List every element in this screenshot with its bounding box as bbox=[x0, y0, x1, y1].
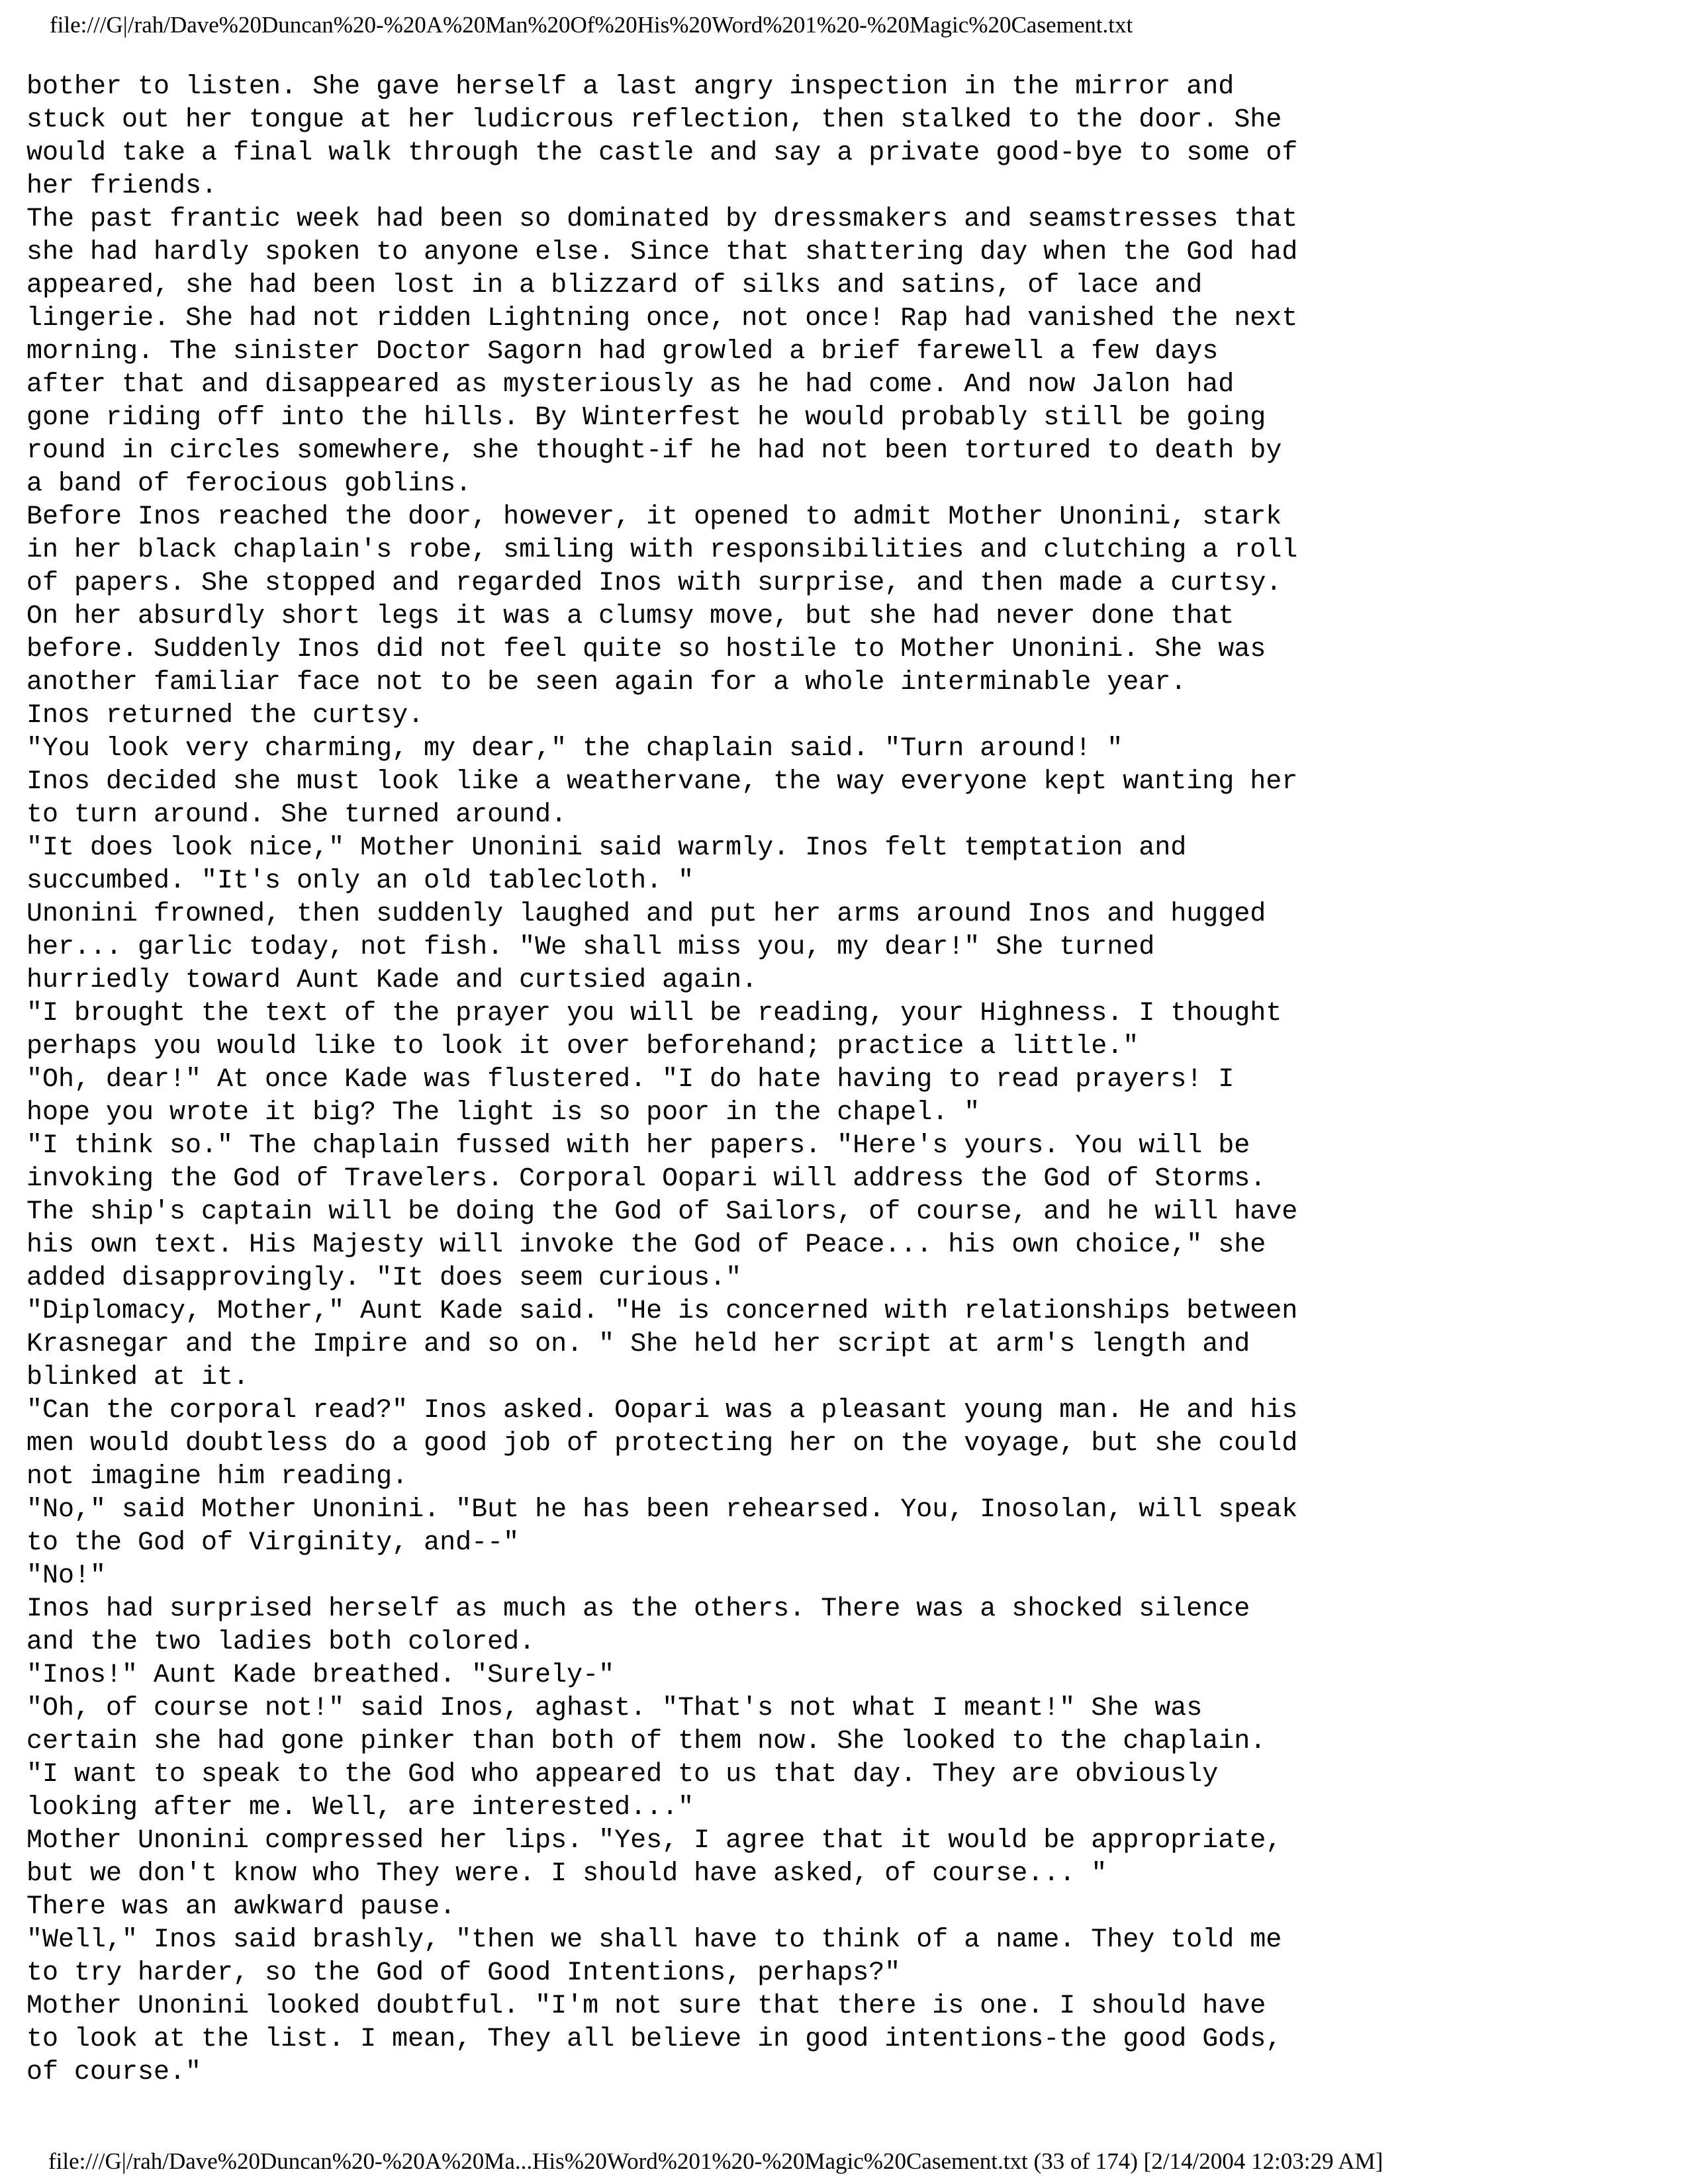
text-line: she had hardly spoken to anyone else. Since that shattering day when the God had bbox=[26, 238, 1298, 267]
text-line: after that and disappeared as mysteriously as he had come. And now Jalon had bbox=[26, 370, 1235, 400]
text-line: certain she had gone pinker than both of them now. She looked to the chaplain. bbox=[26, 1727, 1266, 1756]
text-line: not imagine him reading. bbox=[26, 1462, 408, 1492]
text-line: to look at the list. I mean, They all believe in good intentions-the good Gods, bbox=[26, 2025, 1282, 2054]
text-line: "Oh, of course not!" said Inos, aghast. "That's not what I meant!" She was bbox=[26, 1694, 1203, 1723]
text-line: of course." bbox=[26, 2058, 202, 2087]
text-line: her friends. bbox=[26, 171, 218, 201]
text-line: The ship's captain will be doing the God of Sailors, of course, and he will have bbox=[26, 1197, 1298, 1227]
text-line: lingerie. She had not ridden Lightning once, not once! Rap had vanished the next bbox=[26, 304, 1298, 334]
text-line: Mother Unonini compressed her lips. "Yes, I agree that it would be appropriate, bbox=[26, 1826, 1282, 1856]
text-line: added disapprovingly. "It does seem curious." bbox=[26, 1263, 742, 1293]
text-line: of papers. She stopped and regarded Inos with surprise, and then made a curtsy. bbox=[26, 569, 1282, 598]
print-header-file-path: file:///G|/rah/Dave%20Duncan%20-%20A%20Man%20Of%20His%20Word%201%20-%20Magic%20Casement.txt bbox=[50, 12, 1133, 38]
text-line: "I brought the text of the prayer you will be reading, your Highness. I thought bbox=[26, 999, 1282, 1028]
text-line: Krasnegar and the Impire and so on. " She held her script at arm's length and bbox=[26, 1330, 1250, 1359]
text-line: gone riding off into the hills. By Winterfest he would probably still be going bbox=[26, 403, 1266, 433]
footer-file-path: file:///G|/rah/Dave%20Duncan%20-%20A%20Ma...His%20Word%201%20-%20Magic%20Casement.txt bbox=[48, 2148, 1028, 2174]
text-line: Inos had surprised herself as much as the others. There was a shocked silence bbox=[26, 1594, 1250, 1624]
text-line: "Diplomacy, Mother," Aunt Kade said. "He is concerned with relationships between bbox=[26, 1297, 1298, 1326]
text-line: Before Inos reached the door, however, it opened to admit Mother Unonini, stark bbox=[26, 502, 1282, 532]
text-line: "You look very charming, my dear," the chaplain said. "Turn around! " bbox=[26, 734, 1123, 764]
text-line: hope you wrote it big? The light is so poor in the chapel. " bbox=[26, 1098, 980, 1128]
text-line: her... garlic today, not fish. "We shall miss you, my dear!" She turned bbox=[26, 933, 1155, 962]
text-line: succumbed. "It's only an old tablecloth. " bbox=[26, 866, 694, 896]
text-line: blinked at it. bbox=[26, 1363, 250, 1392]
text-line: The past frantic week had been so dominated by dressmakers and seamstresses that bbox=[26, 205, 1298, 234]
text-line: would take a final walk through the castle and say a private good-bye to some of bbox=[26, 138, 1298, 168]
text-line: "I want to speak to the God who appeared to us that day. They are obviously bbox=[26, 1760, 1219, 1790]
text-line: "Can the corporal read?" Inos asked. Oopari was a pleasant young man. He and his bbox=[26, 1396, 1298, 1426]
text-line: invoking the God of Travelers. Corporal Oopari will address the God of Storms. bbox=[26, 1164, 1266, 1194]
text-line: before. Suddenly Inos did not feel quite so hostile to Mother Unonini. She was bbox=[26, 635, 1266, 664]
text-line: There was an awkward pause. bbox=[26, 1892, 456, 1922]
text-line: Unonini frowned, then suddenly laughed and put her arms around Inos and hugged bbox=[26, 899, 1266, 929]
footer-timestamp: [2/14/2004 12:03:29 AM] bbox=[1143, 2148, 1383, 2174]
text-line: perhaps you would like to look it over beforehand; practice a little." bbox=[26, 1032, 1139, 1062]
text-line: and the two ladies both colored. bbox=[26, 1627, 536, 1657]
text-line: stuck out her tongue at her ludicrous reflection, then stalked to the door. She bbox=[26, 105, 1282, 135]
text-line: On her absurdly short legs it was a clumsy move, but she had never done that bbox=[26, 602, 1235, 631]
text-line: Inos decided she must look like a weathervane, the way everyone kept wanting her bbox=[26, 767, 1298, 797]
text-line: a band of ferocious goblins. bbox=[26, 469, 472, 499]
text-line: another familiar face not to be seen again for a whole interminable year. bbox=[26, 668, 1187, 698]
text-line: appeared, she had been lost in a blizzard of silks and satins, of lace and bbox=[26, 271, 1203, 300]
text-line: but we don't know who They were. I should have asked, of course... " bbox=[26, 1859, 1107, 1889]
text-line: morning. The sinister Doctor Sagorn had growled a brief farewell a few days bbox=[26, 337, 1219, 367]
text-line: "Oh, dear!" At once Kade was flustered. "I do hate having to read prayers! I bbox=[26, 1065, 1235, 1095]
text-line: "Well," Inos said brashly, "then we shall have to think of a name. They told me bbox=[26, 1925, 1282, 1955]
text-line: to the God of Virginity, and--" bbox=[26, 1528, 520, 1558]
text-line: in her black chaplain's robe, smiling with responsibilities and clutching a roll bbox=[26, 535, 1298, 565]
text-line: men would doubtless do a good job of protecting her on the voyage, but she could bbox=[26, 1429, 1298, 1459]
text-line: "Inos!" Aunt Kade breathed. "Surely-" bbox=[26, 1661, 615, 1690]
text-line: round in circles somewhere, she thought-if he had not been tortured to death by bbox=[26, 436, 1282, 466]
footer-page-info: (33 of 174) bbox=[1033, 2148, 1138, 2174]
text-line: "No!" bbox=[26, 1561, 107, 1591]
text-line: "I think so." The chaplain fussed with her papers. "Here's yours. You will be bbox=[26, 1131, 1250, 1161]
text-line: to try harder, so the God of Good Intentions, perhaps?" bbox=[26, 1958, 901, 1988]
document-text-body bbox=[26, 71, 1668, 2089]
text-line: bother to listen. She gave herself a last angry inspection in the mirror and bbox=[26, 72, 1235, 102]
text-line: to turn around. She turned around. bbox=[26, 800, 567, 830]
print-footer bbox=[48, 2146, 1383, 2177]
text-line: "It does look nice," Mother Unonini said warmly. Inos felt temptation and bbox=[26, 833, 1187, 863]
text-line: "No," said Mother Unonini. "But he has been rehearsed. You, Inosolan, will speak bbox=[26, 1495, 1298, 1525]
text-line: Mother Unonini looked doubtful. "I'm not sure that there is one. I should have bbox=[26, 1991, 1266, 2021]
text-line: looking after me. Well, are interested..." bbox=[26, 1793, 694, 1823]
text-line: his own text. His Majesty will invoke the God of Peace... his own choice," she bbox=[26, 1230, 1266, 1260]
text-line: Inos returned the curtsy. bbox=[26, 701, 424, 731]
text-line: hurriedly toward Aunt Kade and curtsied again. bbox=[26, 966, 758, 995]
